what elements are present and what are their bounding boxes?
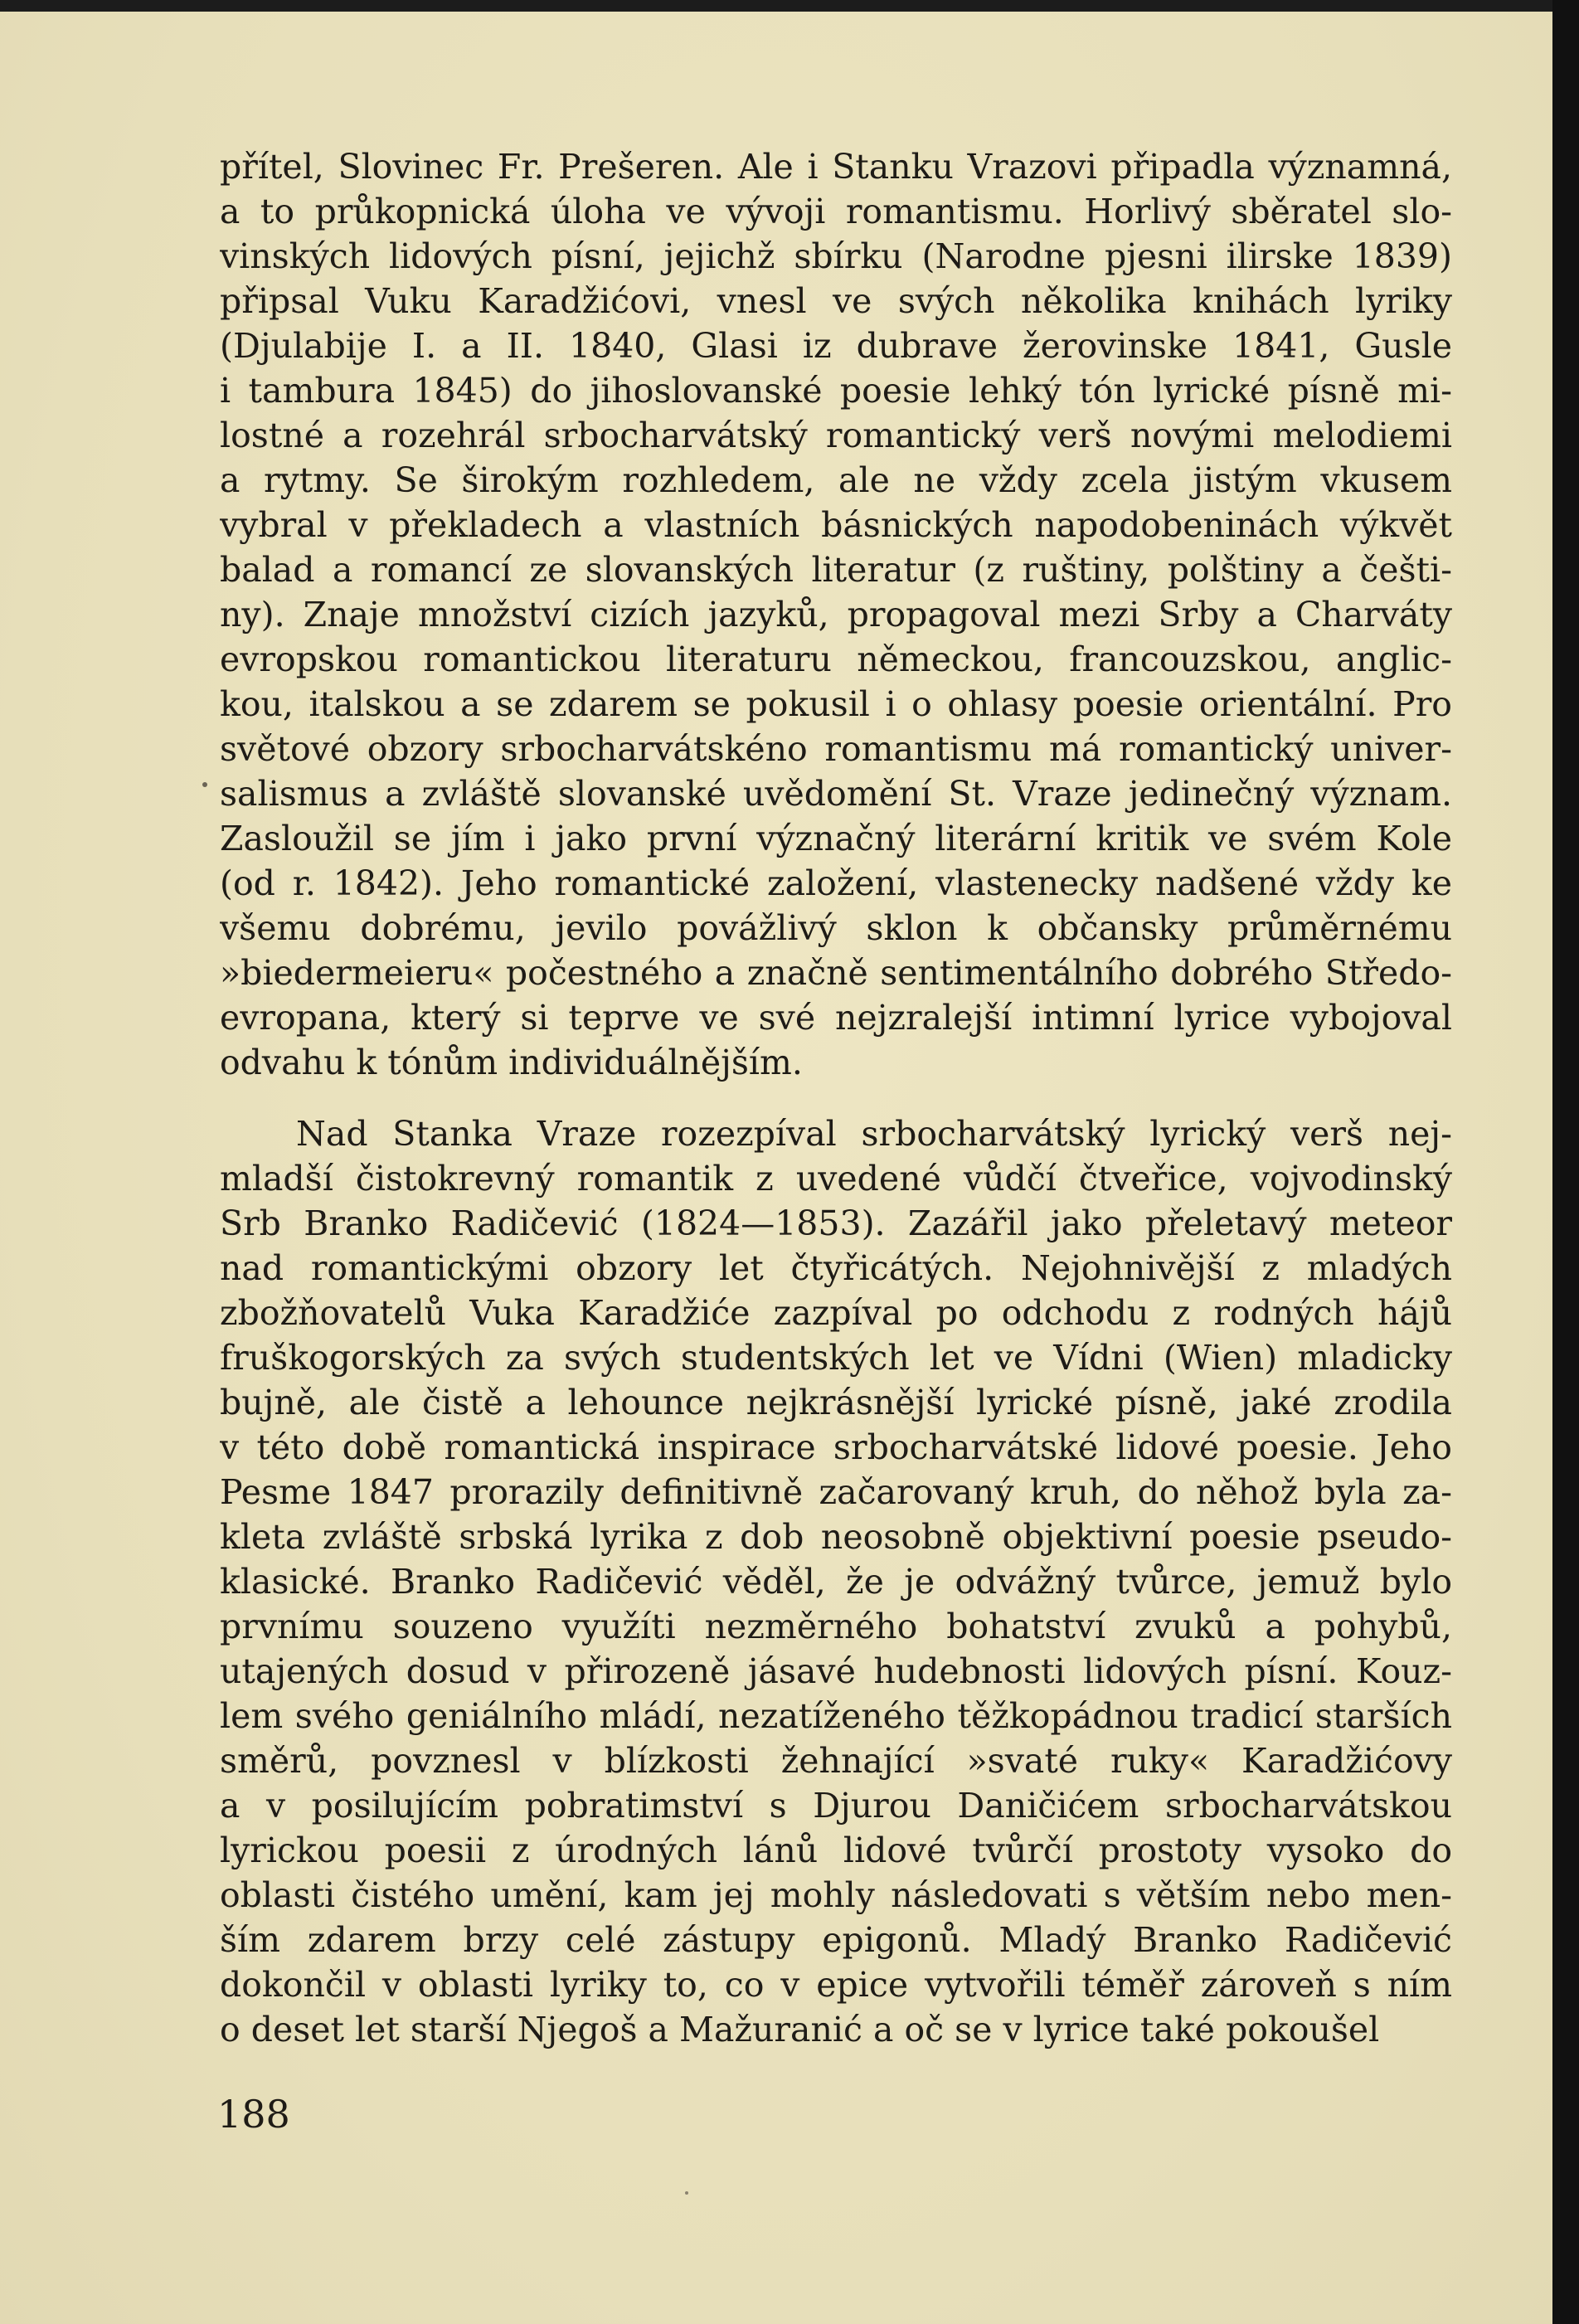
text-line: utajených dosud v přirozeně jásavé hudebnosti lidových písní. Kouz- (220, 1651, 1452, 1691)
text-line: vinských lidových písní, jejichž sbírku (Narodne pjesni ilirske 1839) (220, 236, 1452, 276)
text-line: evropskou romantickou literaturu německou, francouzskou, anglic- (220, 639, 1452, 679)
text-line: lostné a rozehrál srbocharvátský romantický verš novými melodiemi (220, 416, 1452, 455)
text-line: balad a romancí ze slovanských literatur (z ruštiny, polštiny a češti- (220, 550, 1452, 590)
text-line: kleta zvláště srbská lyrika z dob neosobně objektivní poesie pseudo- (220, 1517, 1452, 1557)
paragraph-1 (220, 144, 1452, 1085)
text-line: směrů, povznesl v blízkosti žehnající »svaté ruky« Karadžićovy (220, 1741, 1452, 1781)
text-line: a v posilujícím pobratimství s Djurou Daničićem srbocharvátskou (220, 1786, 1452, 1826)
page-number: 188 (217, 2092, 290, 2137)
text-line: všemu dobrému, jevilo povážlivý sklon k občansky průměrnému (220, 908, 1452, 948)
text-line: Srb Branko Radičević (1824—1853). Zazářil jako přeletavý meteor (220, 1203, 1452, 1243)
text-line: ším zdarem brzy celé zástupy epigonů. Mladý Branko Radičević (220, 1920, 1452, 1960)
text-line: i tambura 1845) do jihoslovanské poesie lehký tón lyrické písně mi- (220, 371, 1452, 411)
text-line: vybral v překladech a vlastních básnických napodobeninách výkvět (220, 505, 1452, 545)
text-line: Pesme 1847 prorazily definitivně začarovaný kruh, do něhož byla za- (220, 1472, 1452, 1512)
text-line: klasické. Branko Radičević věděl, že je odvážný tvůrce, jemuž bylo (220, 1562, 1452, 1602)
text-line: (Djulabije I. a II. 1840, Glasi iz dubrave žerovinske 1841, Gusle (220, 326, 1452, 366)
text-line: lem svého geniálního mládí, nezatíženého těžkopádnou tradicí starších (220, 1696, 1452, 1736)
text-line: zbožňovatelů Vuka Karadžiće zazpíval po odchodu z rodných hájů (220, 1293, 1452, 1333)
text-line: Nad Stanka Vraze rozezpíval srbocharvátský lyrický verš nej- (296, 1114, 1452, 1154)
scan-top-edge (0, 0, 1579, 12)
text-line: a to průkopnická úloha ve vývoji romantismu. Horlivý sběratel slo- (220, 192, 1452, 231)
text-line: světové obzory srbocharvátskéno romantismu má romantický univer- (220, 729, 1452, 769)
text-line: oblasti čistého umění, kam jej mohly následovati s větším nebo men- (220, 1875, 1452, 1915)
text-line: (od r. 1842). Jeho romantické založení, vlastenecky nadšené vždy ke (220, 863, 1452, 903)
text-line: Zasloužil se jím i jako první význačný literární kritik ve svém Kole (220, 819, 1452, 858)
text-line: salismus a zvláště slovanské uvědomění St. Vraze jedinečný význam. (220, 774, 1452, 814)
text-line: lyrickou poesii z úrodných lánů lidové tvůrčí prostoty vysoko do (220, 1831, 1452, 1870)
text-line: fruškogorských za svých studentských let ve Vídni (Wien) mladicky (220, 1338, 1452, 1378)
text-line: »biedermeieru« počestného a značně sentimentálního dobrého Středo- (220, 953, 1452, 993)
paragraph-2 (220, 1111, 1452, 2052)
paper-speck (685, 2191, 688, 2195)
book-page (0, 12, 1552, 2324)
text-line: prvnímu souzeno využíti nezměrného bohatství zvuků a pohybů, (220, 1607, 1452, 1646)
text-line: mladší čistokrevný romantik z uvedené vůdčí čtveřice, vojvodinský (220, 1159, 1452, 1198)
text-line: připsal Vuku Karadžićovi, vnesl ve svých několika knihách lyriky (220, 281, 1452, 321)
text-line: evropana, který si teprve ve své nejzralejší intimní lyrice vybojoval (220, 998, 1452, 1038)
text-line: přítel, Slovinec Fr. Prešeren. Ale i Stanku Vrazovi připadla významná, (220, 147, 1452, 187)
text-line: nad romantickými obzory let čtyřicátých. Nejohnivější z mladých (220, 1248, 1452, 1288)
text-line: dokončil v oblasti lyriky to, co v epice vytvořili téměř zároveň s ním (220, 1965, 1452, 2005)
text-line: odvahu k tónům individuálnějším. (220, 1043, 803, 1082)
margin-mark (202, 782, 207, 787)
text-line: o deset let starší Njegoš a Mažuranić a oč se v lyrice také pokoušel (220, 2010, 1380, 2049)
text-line: ny). Znaje množství cizích jazyků, propagoval mezi Srby a Charváty (220, 595, 1452, 634)
text-line: a rytmy. Se širokým rozhledem, ale ne vždy zcela jistým vkusem (220, 460, 1452, 500)
text-line: kou, italskou a se zdarem se pokusil i o ohlasy poesie orientální. Pro (220, 684, 1452, 724)
scan-right-edge (1552, 0, 1579, 2324)
text-line: bujně, ale čistě a lehounce nejkrásnější lyrické písně, jaké zrodila (220, 1383, 1452, 1422)
text-line: v této době romantická inspirace srbocharvátské lidové poesie. Jeho (220, 1427, 1452, 1467)
